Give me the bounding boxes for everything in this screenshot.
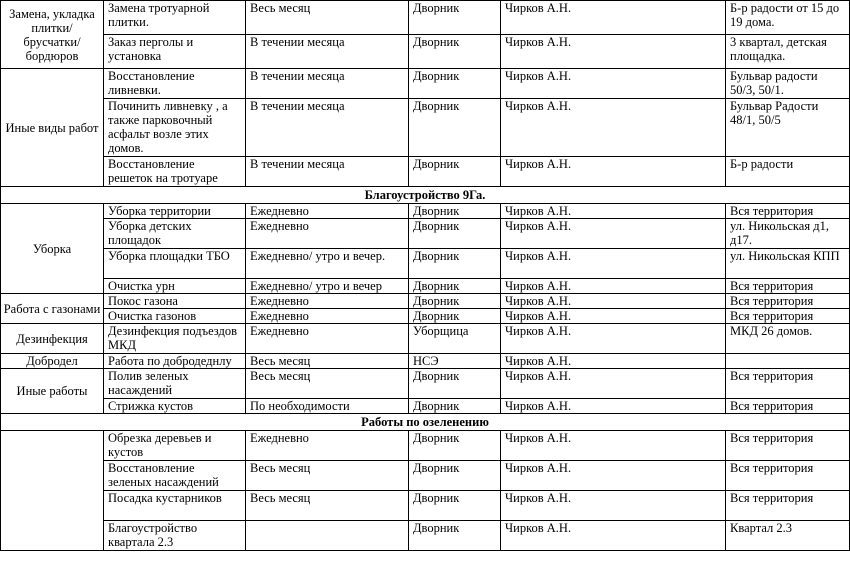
work-cell: Починить ливневку , а также парковочный асфальт возле этих домов. <box>104 99 246 157</box>
responsible-cell: Чирков А.Н. <box>501 354 726 369</box>
category-cell: Добродел <box>1 354 104 369</box>
category-cell <box>1 431 104 551</box>
location-cell: Вся территория <box>726 399 850 414</box>
table-row <box>1 99 850 157</box>
work-cell: Заказ перголы и установка <box>104 35 246 69</box>
category-cell: Дезинфекция <box>1 324 104 354</box>
work-cell: Покос газона <box>104 294 246 309</box>
period-cell: Весь месяц <box>246 369 409 399</box>
executor-cell: Дворник <box>409 431 501 461</box>
work-cell: Посадка кустарников <box>104 491 246 521</box>
table-row <box>1 491 850 521</box>
category-cell: Иные работы <box>1 369 104 414</box>
responsible-cell: Чирков А.Н. <box>501 69 726 99</box>
work-cell: Уборка площадки ТБО <box>104 249 246 279</box>
executor-cell: Дворник <box>409 309 501 324</box>
category-cell: Работа с газонами <box>1 294 104 324</box>
period-cell: Ежедневно <box>246 431 409 461</box>
work-cell: Уборка детских площадок <box>104 219 246 249</box>
executor-cell: Дворник <box>409 461 501 491</box>
executor-cell: Дворник <box>409 69 501 99</box>
table-row <box>1 399 850 414</box>
responsible-cell: Чирков А.Н. <box>501 369 726 399</box>
table-row <box>1 204 850 219</box>
period-cell: Весь месяц <box>246 354 409 369</box>
section-header-row <box>1 187 850 204</box>
table-row <box>1 461 850 491</box>
location-cell <box>726 354 850 369</box>
table-row <box>1 279 850 294</box>
table-row <box>1 354 850 369</box>
period-cell: Ежедневно <box>246 219 409 249</box>
responsible-cell: Чирков А.Н. <box>501 249 726 279</box>
location-cell: Б-р радости <box>726 157 850 187</box>
location-cell: 3 квартал, детская площадка. <box>726 35 850 69</box>
table-row <box>1 324 850 354</box>
table-row <box>1 219 850 249</box>
work-cell: Уборка территории <box>104 204 246 219</box>
period-cell: Ежедневно/ утро и вечер. <box>246 249 409 279</box>
work-cell: Восстановление ливневки. <box>104 69 246 99</box>
responsible-cell: Чирков А.Н. <box>501 521 726 551</box>
work-cell: Стрижка кустов <box>104 399 246 414</box>
executor-cell: Дворник <box>409 1 501 35</box>
responsible-cell: Чирков А.Н. <box>501 324 726 354</box>
period-cell: В течении месяца <box>246 35 409 69</box>
executor-cell: Уборщица <box>409 324 501 354</box>
responsible-cell: Чирков А.Н. <box>501 1 726 35</box>
period-cell: Ежедневно <box>246 204 409 219</box>
executor-cell: Дворник <box>409 491 501 521</box>
work-cell: Обрезка деревьев и кустов <box>104 431 246 461</box>
period-cell <box>246 521 409 551</box>
period-cell: По необходимости <box>246 399 409 414</box>
executor-cell: НСЭ <box>409 354 501 369</box>
period-cell: В течении месяца <box>246 157 409 187</box>
work-cell: Работа по добродеднлу <box>104 354 246 369</box>
period-cell: Весь месяц <box>246 1 409 35</box>
executor-cell: Дворник <box>409 399 501 414</box>
work-cell: Очистка урн <box>104 279 246 294</box>
category-cell: Замена, укладка плитки/брусчатки/бордюров <box>1 1 104 69</box>
work-cell: Очистка газонов <box>104 309 246 324</box>
period-cell: Ежедневно <box>246 324 409 354</box>
executor-cell: Дворник <box>409 204 501 219</box>
responsible-cell: Чирков А.Н. <box>501 204 726 219</box>
location-cell: Бульвар радости 50/3, 50/1. <box>726 69 850 99</box>
location-cell: Квартал 2.3 <box>726 521 850 551</box>
period-cell: В течении месяца <box>246 99 409 157</box>
work-cell: Восстановление зеленых насаждений <box>104 461 246 491</box>
executor-cell: Дворник <box>409 294 501 309</box>
location-cell: Вся территория <box>726 461 850 491</box>
responsible-cell: Чирков А.Н. <box>501 157 726 187</box>
executor-cell: Дворник <box>409 219 501 249</box>
location-cell: Б-р радости от 15 до 19 дома. <box>726 1 850 35</box>
period-cell: Ежедневно <box>246 309 409 324</box>
table-row <box>1 69 850 99</box>
period-cell: Весь месяц <box>246 461 409 491</box>
location-cell: МКД 26 домов. <box>726 324 850 354</box>
location-cell: Бульвар Радости 48/1, 50/5 <box>726 99 850 157</box>
responsible-cell: Чирков А.Н. <box>501 99 726 157</box>
period-cell: Весь месяц <box>246 491 409 521</box>
responsible-cell: Чирков А.Н. <box>501 219 726 249</box>
section-title: Работы по озеленению <box>1 414 850 431</box>
table-row <box>1 157 850 187</box>
responsible-cell: Чирков А.Н. <box>501 279 726 294</box>
category-cell: Уборка <box>1 204 104 294</box>
location-cell: ул. Никольская д1, д17. <box>726 219 850 249</box>
location-cell: Вся территория <box>726 279 850 294</box>
location-cell: ул. Никольская КПП <box>726 249 850 279</box>
table-row <box>1 431 850 461</box>
executor-cell: Дворник <box>409 279 501 294</box>
responsible-cell: Чирков А.Н. <box>501 35 726 69</box>
responsible-cell: Чирков А.Н. <box>501 461 726 491</box>
work-cell: Дезинфекция подъездов МКД <box>104 324 246 354</box>
category-cell: Иные виды работ <box>1 69 104 187</box>
period-cell: Ежедневно/ утро и вечер <box>246 279 409 294</box>
responsible-cell: Чирков А.Н. <box>501 399 726 414</box>
section-title: Благоустройство 9Га. <box>1 187 850 204</box>
period-cell: В течении месяца <box>246 69 409 99</box>
location-cell: Вся территория <box>726 294 850 309</box>
responsible-cell: Чирков А.Н. <box>501 431 726 461</box>
location-cell: Вся территория <box>726 369 850 399</box>
table-row <box>1 294 850 309</box>
executor-cell: Дворник <box>409 521 501 551</box>
executor-cell: Дворник <box>409 35 501 69</box>
work-cell: Замена тротуарной плитки. <box>104 1 246 35</box>
table-row <box>1 369 850 399</box>
responsible-cell: Чирков А.Н. <box>501 309 726 324</box>
table-row <box>1 249 850 279</box>
work-cell: Восстановление решеток на тротуаре <box>104 157 246 187</box>
responsible-cell: Чирков А.Н. <box>501 294 726 309</box>
location-cell: Вся территория <box>726 431 850 461</box>
executor-cell: Дворник <box>409 369 501 399</box>
responsible-cell: Чирков А.Н. <box>501 491 726 521</box>
executor-cell: Дворник <box>409 249 501 279</box>
table-row <box>1 1 850 35</box>
period-cell: Ежедневно <box>246 294 409 309</box>
executor-cell: Дворник <box>409 99 501 157</box>
table-row <box>1 35 850 69</box>
location-cell: Вся территория <box>726 309 850 324</box>
section-header-row <box>1 414 850 431</box>
table-row <box>1 521 850 551</box>
table-row <box>1 309 850 324</box>
work-cell: Благоустройство квартала 2.3 <box>104 521 246 551</box>
location-cell: Вся территория <box>726 491 850 521</box>
location-cell: Вся территория <box>726 204 850 219</box>
executor-cell: Дворник <box>409 157 501 187</box>
work-cell: Полив зеленых насаждений <box>104 369 246 399</box>
